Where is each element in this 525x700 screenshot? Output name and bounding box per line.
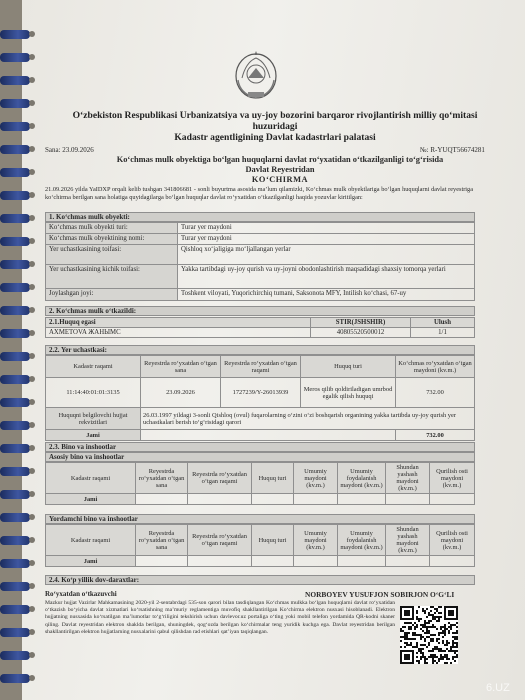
aux-buildings-table (45, 524, 475, 567)
qr-code-icon[interactable] (400, 606, 458, 664)
binding-hole (29, 629, 35, 635)
binding-coil (0, 145, 30, 154)
binding-hole (29, 537, 35, 543)
land-table (45, 355, 475, 441)
binding-coil (0, 352, 30, 361)
land-col-right: Huquq turi (301, 356, 396, 378)
object-table (45, 222, 475, 301)
binding-hole (29, 123, 35, 129)
binding-coil (0, 674, 30, 683)
binding-hole (29, 31, 35, 37)
binding-hole (29, 468, 35, 474)
binding-hole (29, 376, 35, 382)
land-col-number: Reyestrda ro‘yxatdan o‘tgan raqami (221, 356, 301, 378)
a-col-total: Umumiy maydoni (kv.m.) (294, 525, 338, 556)
object-type-label: Ko‘chmas mulk obyekti turi: (46, 223, 178, 234)
binding-hole (29, 491, 35, 497)
binding-hole (29, 514, 35, 520)
land-date: 23.09.2026 (141, 378, 221, 408)
land-total-label: Jami (46, 430, 141, 441)
ministry-name: O‘zbekiston Respublikasi Urbanizatsiya va uy-joy bozorini barqaror rivojlantirish milliy qo‘mitasi (72, 110, 478, 121)
binding-hole (29, 77, 35, 83)
land-subtitle: 2.2. Yer uchastkasi: (45, 345, 475, 355)
b-col-cadastre: Kadastr raqami (46, 463, 136, 494)
binding-hole (29, 675, 35, 681)
registrar-title: Ro‘yxatdan o‘tkazuvchi (45, 590, 117, 598)
binding-coil (0, 651, 30, 660)
a-col-right: Huquq turi (252, 525, 294, 556)
b-col-number: Reyestrda ro‘yxatdan o‘tgan raqami (188, 463, 252, 494)
land-category-value: Qishloq xo‘jaligiga mo‘ljallangan yerlar (178, 245, 475, 265)
binding-hole (29, 399, 35, 405)
aux-buildings-total-label: Jami (46, 556, 136, 567)
binding-hole (29, 169, 35, 175)
section-3-title: 2.3. Bino va inshootlar (45, 442, 475, 452)
binding-coil (0, 53, 30, 62)
binding-hole (29, 192, 35, 198)
land-category-label: Yer uchastkasining toifasi: (46, 245, 178, 265)
agency-name: Kadastr agentligining Davlat kadastrlari palatasi (174, 132, 376, 143)
basis-text: 26.03.1997 yildagi 3-sonli Qishloq (ovul) fuqarolarning o‘zini o‘zi boshqarish organining yakka tartibda uy-joy qurish yer uchastkalari berish to‘g‘risidagi qarori (141, 408, 475, 430)
a-col-living: Shundan yashash maydoni (kv.m.) (386, 525, 430, 556)
land-number: 1727239/Y-26013939 (221, 378, 301, 408)
intro-paragraph: 21.09.2026 yilda YaIDXP orqali kelib tushgan 341806681 - sonli buyurtma asosida ma’lum qilamizki, Ko‘chmas mulk obyektlariga bo‘lgan huquqlarni davlat reyestriga ko‘chirma berilgan sana holatiga quyidagilarga bo‘lgan huquqlar davlat ro‘yxatidan o‘tkazilganligi haqida yozuvlar kiritilgan: (45, 186, 473, 202)
binding-coil (0, 260, 30, 269)
binding-hole (29, 353, 35, 359)
document-title-2: Davlat Reyestridan (245, 165, 315, 174)
binding-hole (29, 606, 35, 612)
basis-label: Huquqni belgilovchi hujjat rekvizitlari (46, 408, 141, 430)
section-2-title: 2. Ko‘chmas mulk o‘tkazildi: (45, 306, 475, 316)
document-title-3: KO‘CHIRMA (251, 175, 309, 184)
issue-date: Sana: 23.09.2026 (45, 146, 94, 154)
binding-hole (29, 445, 35, 451)
binding-coil (0, 467, 30, 476)
land-subcategory-label: Yer uchastkasining kichik toifasi: (46, 265, 178, 289)
footer-legal-text: Mazkur hujjat Vazirlar Mahkamasining 2020-yil 2-sentabrdagi 535-son qarori bilan tasdiqlangan Ko‘chmas mulkka bo‘lgan huquqlarni davlat ro‘yxatidan o‘tkazish bo‘yicha davlat xizmatlari ko‘rsatishning ma’muriy reglamentiga muvofiq shakllantirilgan Ko‘chirma elektron nusxasi hisoblanadi. Elektron hujjatning nusxasida ko‘rsatilgan ma’lumotlar to‘g‘riligini tekshirish uchun davlevor.uz portaliga o‘ting yoki mobil telefon yordamida QR-kodni skaner qiling. Davlat reyestridan elektron shaklda berilgan, shuningdek, qog‘ozda berilgan ko‘chirmalar teng yuridik kuchga ega. Davlat reyestridan berilgan shakllantirilgan elektron hujjatlarning nusxalarini qabul qilishdan rad etishlari qat’iyan taqiqlangan. (45, 600, 395, 635)
a-col-date: Reyestrda ro‘yxatdan o‘tgan sana (136, 525, 188, 556)
binding-coil (0, 375, 30, 384)
binding-coil (0, 536, 30, 545)
binding-coil (0, 237, 30, 246)
binding-coil (0, 628, 30, 637)
ministry-name-2: huzuridagi (252, 121, 298, 132)
section-4-title: 2.4. Ko‘p yillik dov-daraxtlar: (45, 575, 475, 585)
land-col-area: Ko‘chmas ro‘yxatdan o‘tgan maydoni (kv.m.) (396, 356, 475, 378)
section-1-title: 1. Ko‘chmas mulk obyekti: (45, 212, 475, 222)
binding-hole (29, 100, 35, 106)
binding-coil (0, 559, 30, 568)
share-header: Ulush (411, 318, 475, 328)
binding-coil (0, 30, 30, 39)
b-col-common: Umumiy foydalanish maydoni (kv.m.) (338, 463, 386, 494)
binding-hole (29, 422, 35, 428)
a-col-footprint: Qurilish osti maydoni (kv.m.) (430, 525, 475, 556)
binding-hole (29, 330, 35, 336)
binding-coil (0, 122, 30, 131)
b-col-right: Huquq turi (252, 463, 294, 494)
binding-hole (29, 583, 35, 589)
binding-coil (0, 490, 30, 499)
main-buildings-table (45, 462, 475, 505)
location-label: Joylashgan joyi: (46, 289, 178, 301)
object-name-value: Turar yer maydoni (178, 234, 475, 245)
binding-coil (0, 214, 30, 223)
land-col-cadastre: Kadastr raqami (46, 356, 141, 378)
binding-hole (29, 307, 35, 313)
document-title: Ko‘chmas mulk obyektiga bo‘lgan huquqlarni davlat ro‘yxatidan o‘tkazilganligi to‘g‘risida (116, 155, 444, 164)
binding-coil (0, 306, 30, 315)
binding-hole (29, 261, 35, 267)
object-name-label: Ko‘chmas mulk obyektining nomi: (46, 234, 178, 245)
binding-coil (0, 398, 30, 407)
binding-coil (0, 99, 30, 108)
binding-coil (0, 513, 30, 522)
land-area: 732.00 (396, 378, 475, 408)
a-col-common: Umumiy foydalanish maydoni (kv.m.) (338, 525, 386, 556)
location-value: Toshkent viloyati, Yuqorichirchiq tumani, Saksonota MFY, Intilish ko‘chasi, 67-uy (178, 289, 475, 301)
a-col-number: Reyestrda ro‘yxatdan o‘tgan raqami (188, 525, 252, 556)
binding-hole (29, 284, 35, 290)
state-emblem-icon (232, 48, 280, 102)
document-number: №: R-YUQT56674281 (420, 146, 485, 154)
land-right: Meros qilib qoldiriladigan umrbod egalik qilish huquqi (301, 378, 396, 408)
land-total: 732.00 (396, 430, 475, 441)
owner-name: AXMETOVA ЖАНЫМС (46, 328, 311, 338)
owner-subtitle: 2.1.Huquq egasi (46, 318, 311, 328)
site-watermark: 6.UZ (486, 682, 510, 694)
aux-buildings-title: Yordamchi bino va inshootlar (45, 514, 475, 524)
binding-coil (0, 76, 30, 85)
binding-coil (0, 582, 30, 591)
binding-hole (29, 238, 35, 244)
owner-stir: 40805520500012 (311, 328, 411, 338)
binding-hole (29, 215, 35, 221)
binding-hole (29, 54, 35, 60)
binding-coil (0, 191, 30, 200)
registrar-name: NORBOYEV YUSUFJON SOBIRJON O‘G‘LI (305, 590, 455, 599)
land-col-date: Reyestrda ro‘yxatdan o‘tgan sana (141, 356, 221, 378)
land-cadastre: 11:14:40:01:01:3135 (46, 378, 141, 408)
binding-coil (0, 168, 30, 177)
binding-coil (0, 421, 30, 430)
object-type-value: Turar yer maydoni (178, 223, 475, 234)
b-col-date: Reyestrda ro‘yxatdan o‘tgan sana (136, 463, 188, 494)
b-col-total: Umumiy maydoni (kv.m.) (294, 463, 338, 494)
binding-coil (0, 329, 30, 338)
main-buildings-total-label: Jami (46, 494, 136, 505)
owner-share: 1/1 (411, 328, 475, 338)
land-subcategory-value: Yakka tartibdagi uy-joy qurish va uy-joyni obodonlashtirish maqsadidagi shaxsiy tomorqa yerlari (178, 265, 475, 289)
binding-coil (0, 605, 30, 614)
stir-header: STIR(JSHSHIR) (311, 318, 411, 328)
binding-coil (0, 283, 30, 292)
main-buildings-title: Asosiy bino va inshootlar (45, 452, 475, 462)
binding-coil (0, 444, 30, 453)
binding-hole (29, 652, 35, 658)
binding-hole (29, 146, 35, 152)
b-col-living: Shundan yashash maydoni (kv.m.) (386, 463, 430, 494)
owner-table (45, 317, 475, 338)
a-col-cadastre: Kadastr raqami (46, 525, 136, 556)
binding-hole (29, 560, 35, 566)
b-col-footprint: Qurilish osti maydoni (kv.m.) (430, 463, 475, 494)
